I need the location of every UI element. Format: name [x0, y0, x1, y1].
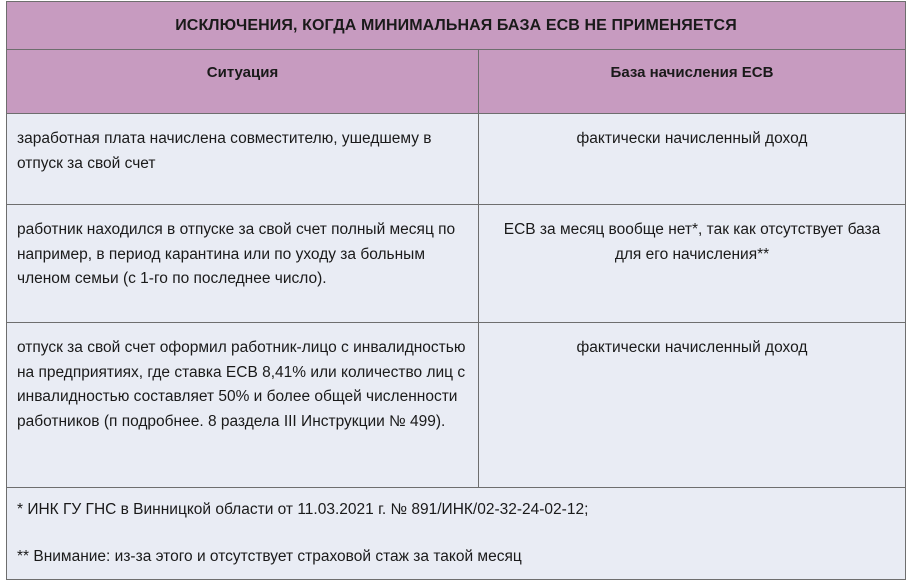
- esv-base-cell: фактически начисленный доход: [576, 339, 808, 356]
- table-row: [7, 323, 905, 488]
- header-situation: Ситуация: [7, 50, 479, 113]
- table-row: [7, 114, 905, 205]
- table-header-row: [7, 50, 905, 114]
- situation-cell: заработная плата начислена совместителю, ушедшему в отпуск за свой счет: [7, 114, 479, 204]
- esv-exceptions-table: [6, 1, 906, 580]
- header-esv-base: База начисления ЕСВ: [610, 64, 774, 81]
- footnotes: [7, 488, 905, 579]
- esv-base-cell: ЕСВ за месяц вообще нет*, так как отсутствует база для его начисления**: [503, 221, 881, 263]
- situation-cell: работник находился в отпуске за свой счет полный месяц по например, в период карантина или по уходу за больным членом семьи (с 1-го по последнее число).: [7, 205, 479, 322]
- table-row: [7, 205, 905, 323]
- esv-base-cell: фактически начисленный доход: [576, 130, 808, 147]
- table-title: ИСКЛЮЧЕНИЯ, КОГДА МИНИМАЛЬНАЯ БАЗА ЕСВ НЕ ПРИМЕНЯЕТСЯ: [7, 2, 905, 50]
- situation-cell: отпуск за свой счет оформил работник-лицо с инвалидностью на предприятиях, где ставка ЕСВ 8,41% или количество лиц с инвалидностью составляет 50% и более общей численности работников (п подробнее. 8 раздела III Инструкции № 499).: [7, 323, 479, 487]
- footnote-2: ** Внимание: из-за этого и отсутствует страховой стаж за такой месяц: [17, 548, 522, 565]
- footnote-1: * ИНК ГУ ГНС в Винницкой области от 11.03.2021 г. № 891/ИНК/02-32-24-02-12;: [17, 501, 589, 518]
